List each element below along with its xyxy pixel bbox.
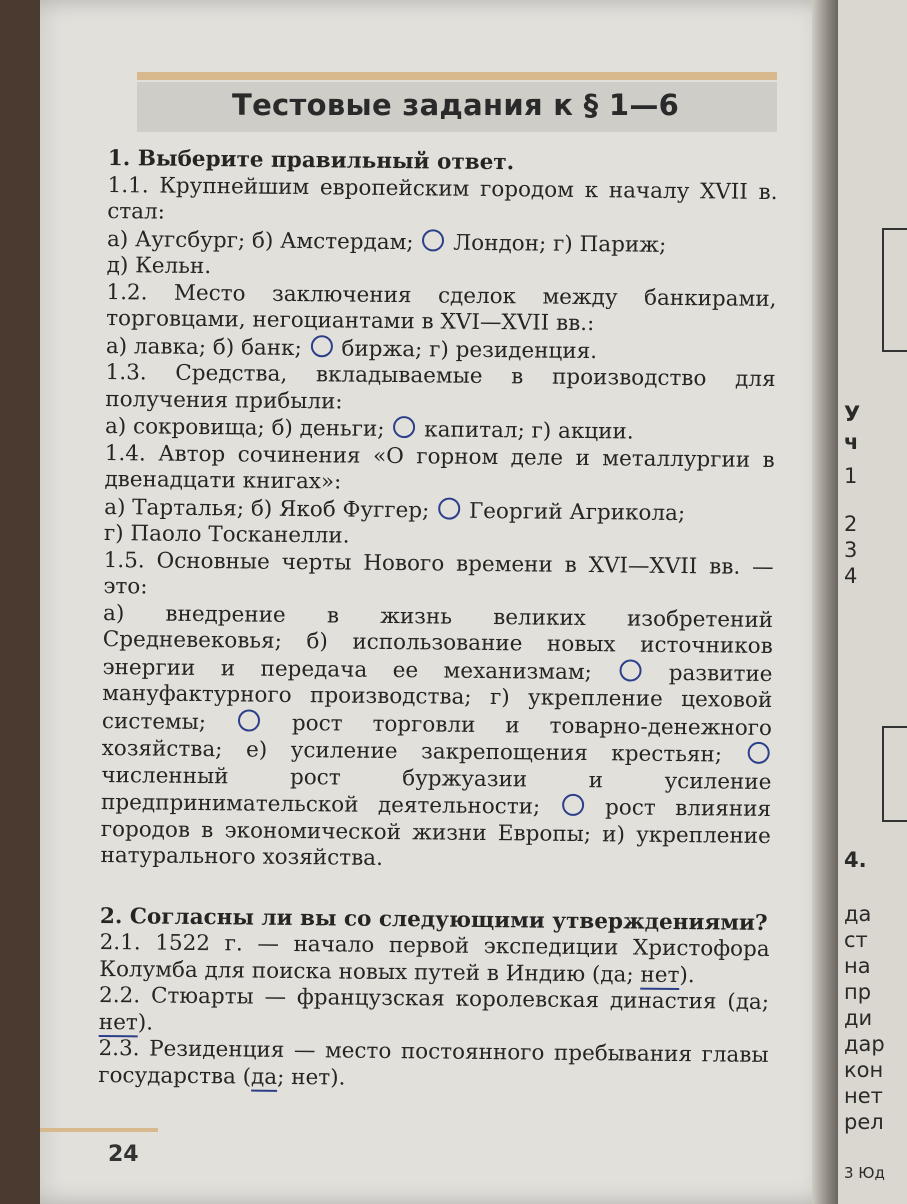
option-text: а) Тарталья; б) Якоб Фуггер;	[104, 494, 430, 523]
option-text: а) внедрение в жизнь великих изобретений Средневековья; б) использование новых источников энергии и передача ее механизмам;	[102, 600, 774, 685]
question-1-4-option-d: г) Паоло Тосканелли.	[103, 520, 350, 549]
answer-underline: да	[250, 1064, 278, 1090]
question-1-5-options	[100, 600, 773, 876]
statement-end: ).	[137, 1009, 154, 1036]
question-1-5-stem: 1.5. Основные черты Нового времени в XVI—XVII вв. — это:	[103, 547, 774, 600]
statement-2-2	[99, 983, 770, 1043]
option-text: Лондон; г) Париж;	[453, 230, 667, 258]
option-text: а) Аугсбург; б) Амстердам;	[106, 226, 414, 255]
right-fragment: У	[844, 402, 861, 426]
right-fragment: 3	[844, 538, 858, 562]
option-text: рост торговли и товарно-денежного хозяйства; е) усиление закрепощения крестьян;	[101, 710, 773, 768]
option-text: развитие мануфактурного производства; г) укрепление цеховой системы;	[101, 660, 773, 735]
answer-circle-mark	[748, 742, 770, 764]
answer-underline: нет	[98, 1009, 138, 1035]
right-fragment: 3 Юд	[844, 1164, 885, 1182]
answer-underline: нет	[640, 962, 680, 988]
option-text: Георгий Агрикола;	[468, 498, 686, 526]
right-fragment: пр	[844, 980, 872, 1004]
right-fragment: 4	[844, 564, 858, 588]
option-text: рост влияния городов в экономической жизни Европы; и) укрепление натурального хозяйства.	[100, 795, 772, 871]
answer-circle-mark	[619, 659, 641, 681]
answer-circle-mark	[311, 335, 333, 357]
footer-accent-bar	[40, 1128, 158, 1132]
right-fragment: 4.	[844, 848, 867, 872]
page-title: Тестовые задания к § 1—6	[232, 88, 680, 122]
question-1-4-stem: 1.4. Автор сочинения «О горном деле и металлургии в двенадцати книгах»:	[104, 440, 775, 495]
book-gutter	[812, 0, 838, 1204]
statement-text: 2.3. Резиденция — место постоянного пребывания главы государства (	[98, 1035, 769, 1090]
section-1-heading: 1. Выберите правильный ответ.	[107, 146, 515, 176]
option-text: а) сокровища; б) деньги;	[104, 413, 385, 442]
question-1-3-stem: 1.3. Средства, вкладываемые в производство для получения прибыли:	[105, 359, 776, 414]
option-text: биржа; г) резиденция.	[341, 335, 598, 364]
right-fragment: ч	[844, 430, 859, 454]
option-text: численный рост буржуазии и усиление предпринимательской деятельности;	[100, 762, 772, 820]
right-fragment: рел	[844, 1110, 884, 1134]
test-content	[98, 146, 778, 1096]
right-table-fragment	[882, 726, 907, 822]
question-1-1-option-d: д) Кельн.	[106, 252, 212, 280]
book-page-right	[838, 0, 907, 1204]
answer-circle-mark	[562, 794, 584, 816]
question-1-2-stem: 1.2. Место заключения сделок между банкирами, торговцами, негоциантами в XVI—XVII вв.:	[106, 279, 777, 337]
statement-text: 2.2. Стюарты — французская королевская династия (да;	[98, 982, 770, 1015]
right-fragment: на	[844, 954, 871, 978]
answer-circle-mark	[438, 497, 460, 519]
right-fragment: ди	[844, 1006, 873, 1030]
page-number: 24	[108, 1142, 139, 1167]
right-fragment: кон	[844, 1058, 884, 1082]
statement-2-3	[98, 1036, 769, 1096]
option-text: капитал; г) акции.	[424, 417, 634, 445]
right-fragment: 1	[844, 464, 858, 488]
right-table-fragment	[882, 228, 907, 352]
header-accent-bar	[137, 72, 777, 80]
statement-text: 2.1. 1522 г. — начало первой экспедиции Христофора Колумба для поиска новых путей в Индию (да;	[99, 929, 770, 988]
option-text: а) лавка; б) банк;	[105, 333, 302, 361]
question-1-1-stem: 1.1. Крупнейшим европейским городом к началу XVII в. стал:	[107, 172, 778, 225]
right-fragment: ст	[844, 928, 868, 952]
right-fragment: дар	[844, 1032, 885, 1056]
right-fragment: нет	[844, 1084, 883, 1108]
answer-circle-mark	[238, 709, 260, 731]
right-fragment: 2	[844, 512, 858, 536]
statement-end: ).	[679, 962, 695, 988]
statement-end: ; нет).	[277, 1064, 346, 1091]
answer-circle-mark	[422, 229, 444, 251]
right-fragment: да	[844, 902, 872, 926]
statement-2-1	[99, 930, 770, 990]
section-2-heading: 2. Согласны ли вы со следующими утверждениями?	[99, 903, 768, 936]
answer-circle-mark	[393, 416, 415, 438]
